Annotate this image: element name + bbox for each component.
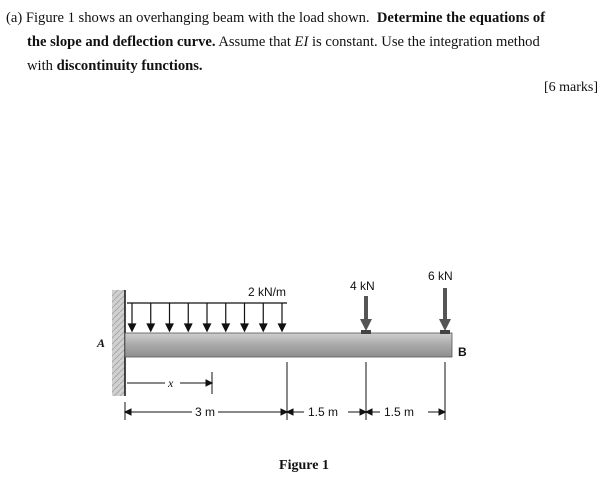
fixed-support-wall	[112, 290, 125, 396]
x-label: x	[168, 376, 174, 390]
figure-caption: Figure 1	[279, 458, 329, 473]
point-load-4kn-arrow	[360, 296, 372, 334]
question-line-2: the slope and deflection curve. Assume that EI is constant. Use the integration method	[27, 34, 540, 50]
udl-arrow-head	[129, 324, 136, 331]
dimension-1-5m-a: 1.5 m	[308, 405, 339, 419]
support-label-a: A	[97, 336, 106, 350]
distributed-load	[127, 303, 287, 331]
udl-arrow-head	[166, 324, 173, 331]
point-load-6kn-arrow	[439, 288, 451, 334]
udl-arrow-head	[147, 324, 154, 331]
udl-arrow-head	[204, 324, 211, 331]
udl-label: 2 kN/m	[248, 285, 287, 299]
load-mid-label: 4 kN	[350, 279, 375, 293]
marks-label: [6 marks]	[543, 80, 598, 95]
beam	[125, 333, 452, 357]
dimension-1-5m-b: 1.5 m	[384, 405, 415, 419]
load-end-label: 6 kN	[428, 269, 453, 283]
dimension-3m: 3 m	[195, 405, 216, 419]
udl-arrow-head	[185, 324, 192, 331]
question-line-3: with discontinuity functions.	[27, 58, 203, 74]
end-label-b: B	[458, 345, 467, 359]
udl-arrow-head	[222, 324, 229, 331]
udl-arrow-head	[241, 324, 248, 331]
udl-arrow-head	[279, 324, 286, 331]
udl-arrow-head	[260, 324, 267, 331]
question-line-1: (a) Figure 1 shows an overhanging beam with the load shown. Determine the equations of	[6, 10, 546, 26]
